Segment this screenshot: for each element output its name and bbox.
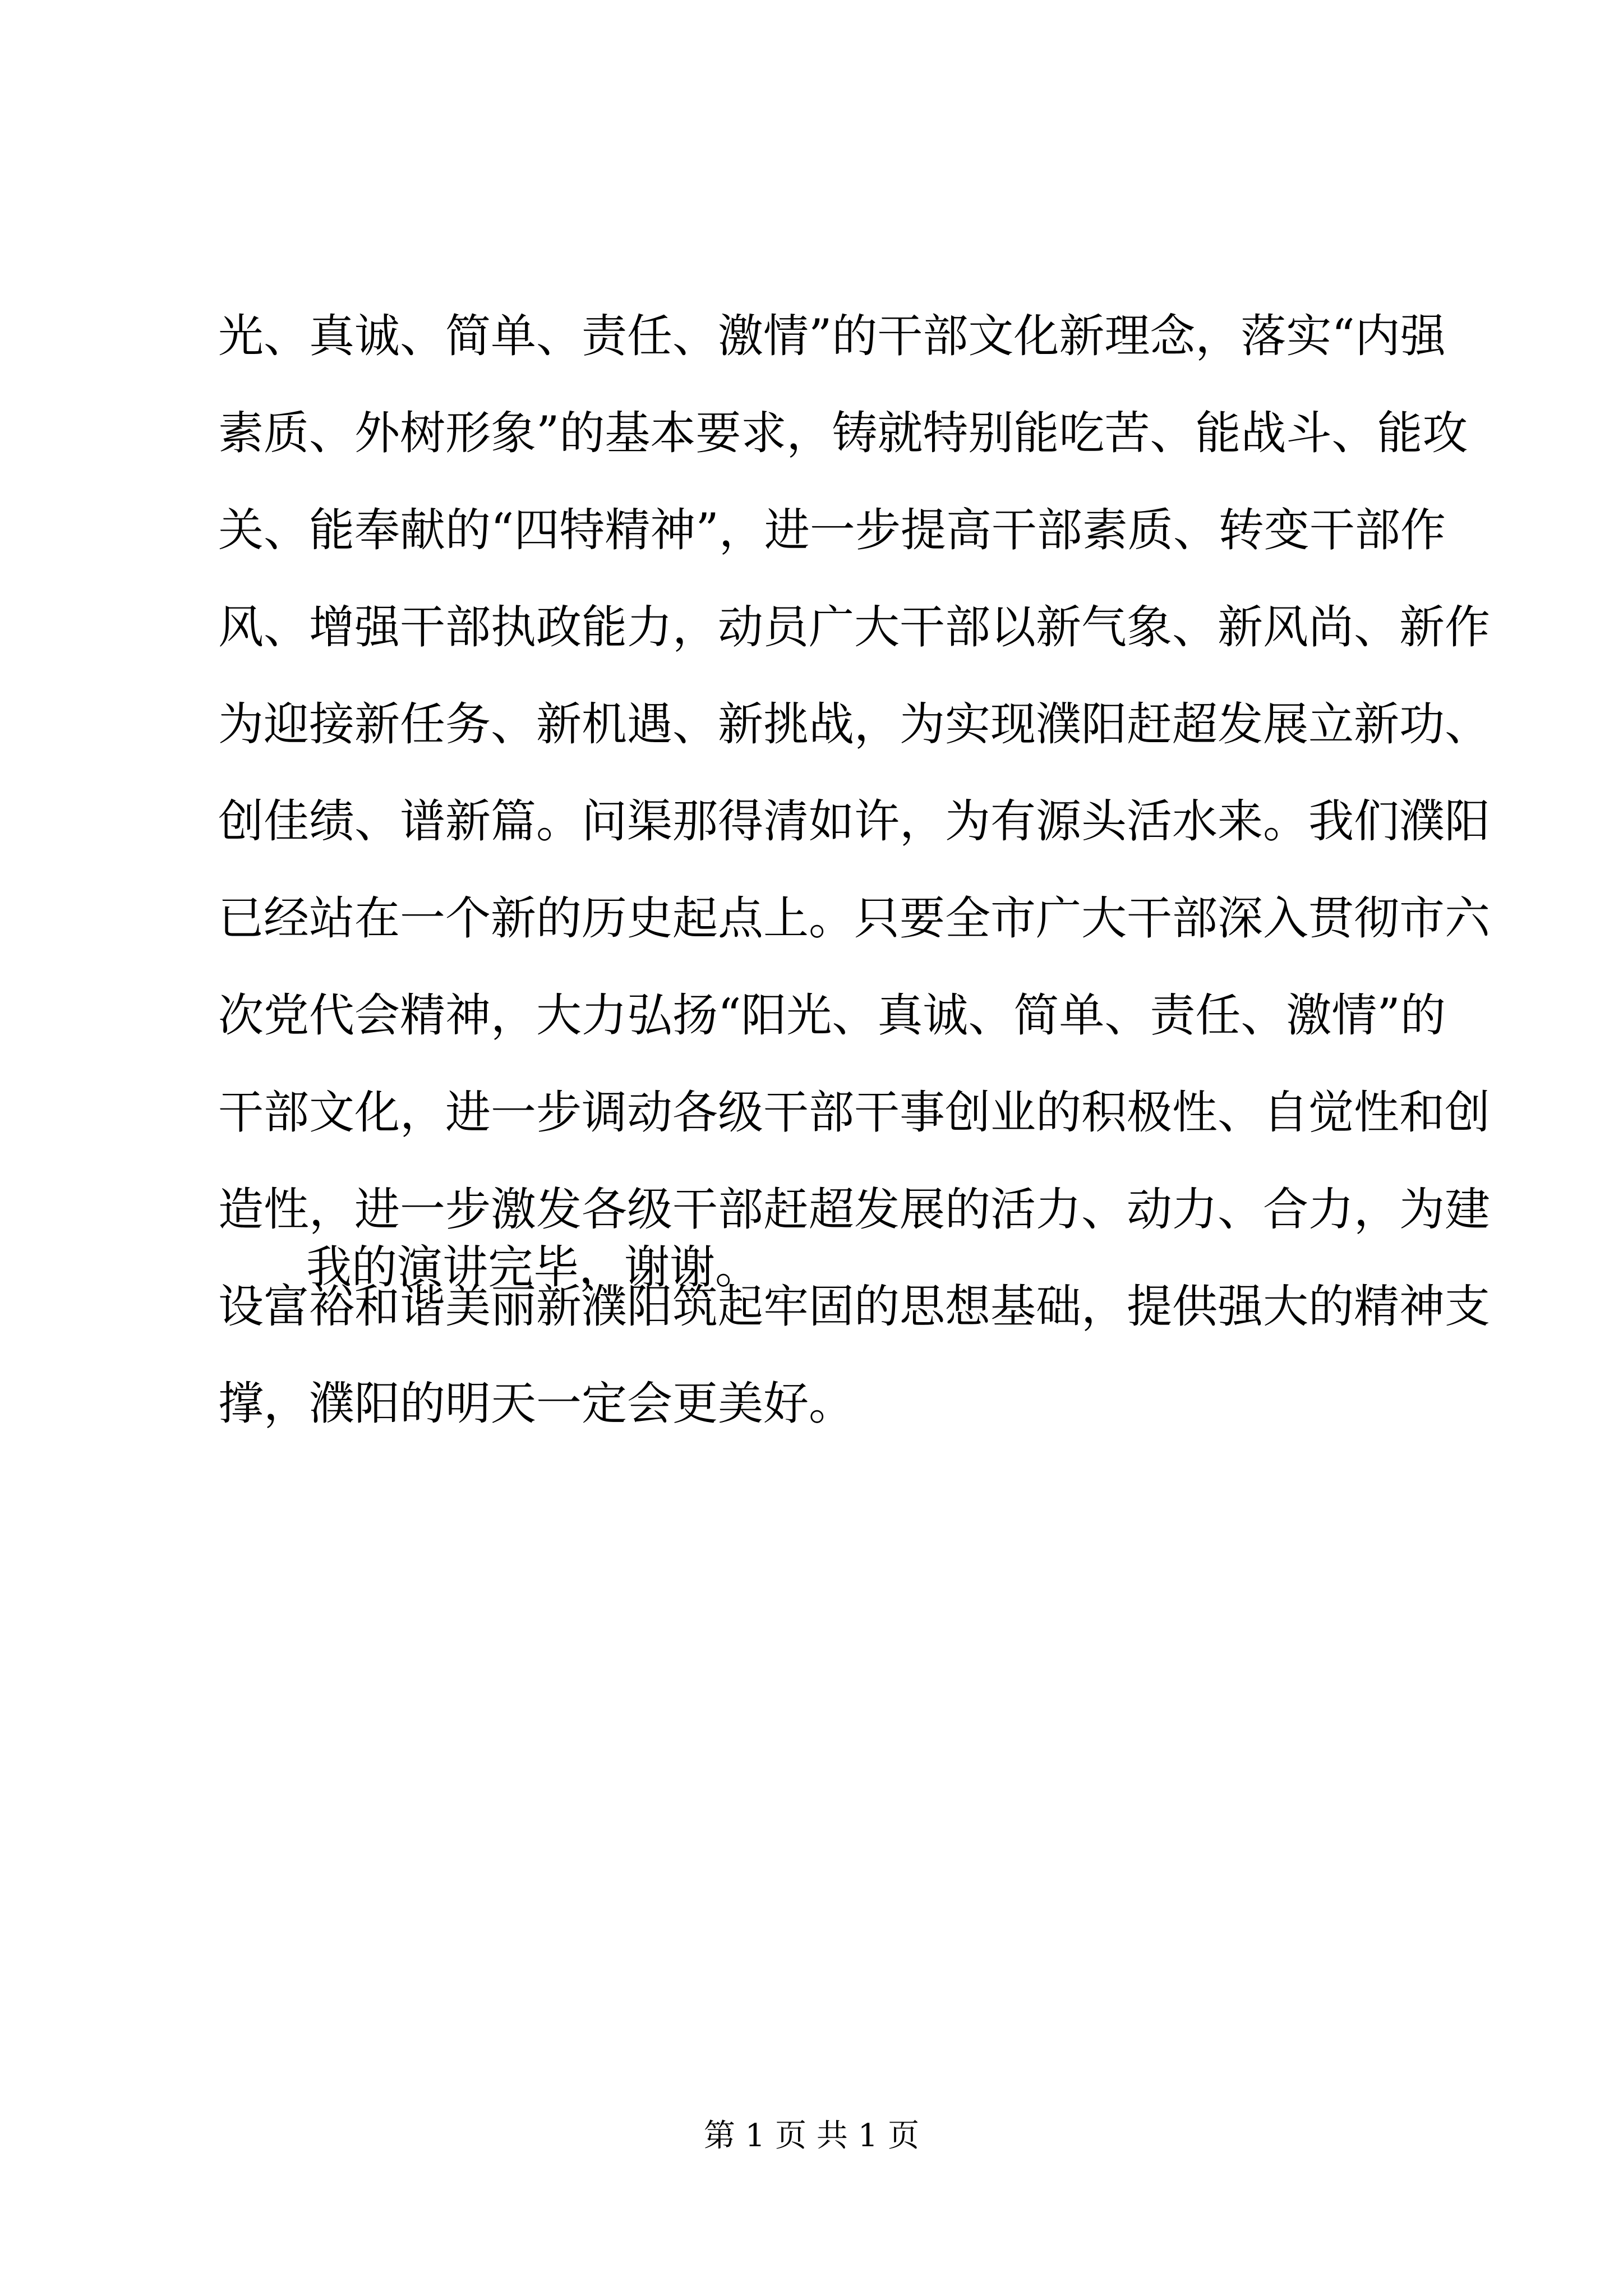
paragraph-line: 干部文化，进一步调动各级干部干事创业的积极性、自觉性和创 <box>218 1087 1491 1139</box>
paragraph-line: 为迎接新任务、新机遇、新挑战，为实现濮阳赶超发展立新功、 <box>218 698 1491 751</box>
paragraph-line: 已经站在一个新的历史起点上。只要全市广大干部深入贯彻市六 <box>218 892 1491 945</box>
paragraph-line: 造性，进一步激发各级干部赶超发展的活力、动力、合力，为建 <box>218 1184 1491 1236</box>
paragraph-line: 撑，濮阳的明天一定会更美好。 <box>218 1378 855 1430</box>
paragraph-line: 素质、外树形象”的基本要求，铸就特别能吃苦、能战斗、能攻 <box>218 407 1468 460</box>
paragraph-line: 设富裕和谐美丽新濮阳筑起牢固的思想基础，提供强大的精神支 <box>218 1281 1491 1333</box>
paragraph-line: 光、真诚、简单、责任、激情”的干部文化新理念，落实“内强 <box>218 310 1446 363</box>
paragraph-line: 创佳绩、谱新篇。问渠那得清如许，为有源头活水来。我们濮阳 <box>218 795 1491 848</box>
closing-remark: 我的演讲完毕，谢谢。 <box>306 1241 761 1294</box>
paragraph-line: 关、能奉献的“四特精神”，进一步提高干部素质、转变干部作 <box>218 504 1446 557</box>
paragraph-line: 风、增强干部执政能力，动员广大干部以新气象、新风尚、新作 <box>218 601 1491 654</box>
page-footer: 第 1 页 共 1 页 <box>703 2118 920 2154</box>
paragraph-line: 次党代会精神，大力弘扬“阳光、真诚、简单、责任、激情”的 <box>218 990 1446 1042</box>
